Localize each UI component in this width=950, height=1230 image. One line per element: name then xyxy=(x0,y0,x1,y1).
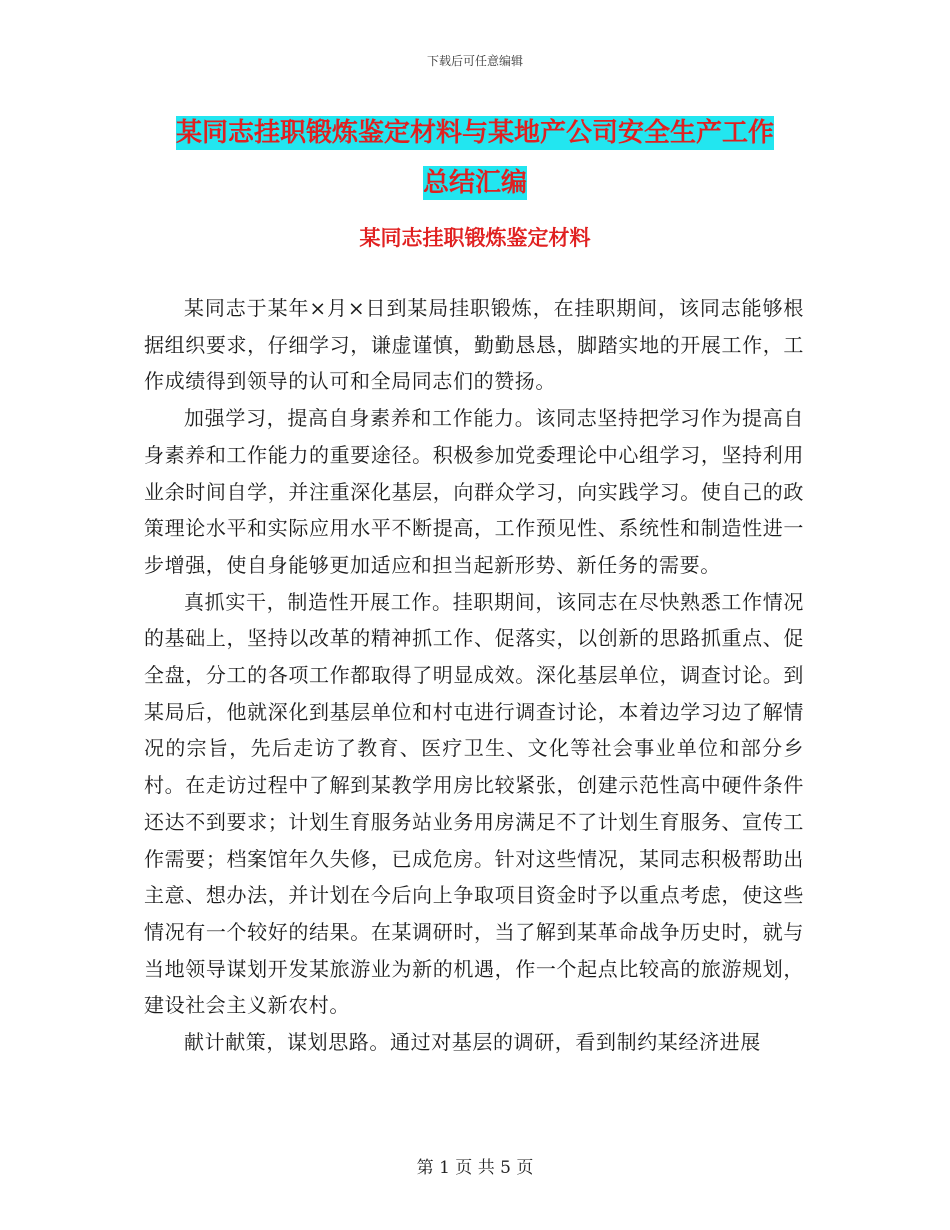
page-number-footer: 第 1 页 共 5 页 xyxy=(416,1158,534,1178)
paragraph-3: 真抓实干，制造性开展工作。挂职期间，该同志在尽快熟悉工作情况的基础上，坚持以改革的精神抓工作、促落实，以创新的思路抓重点、促全盘，分工的各项工作都取得了明显成效。深化基层单位，调查讨论。到某局后，他就深化到基层单位和村屯进行调查讨论，本着边学习边了解情况的宗旨，先后走访了教育、医疗卫生、文化等社会事业单位和部分乡村。在走访过程中了解到某教学用房比较紧张，创建示范性高中硬件条件还达不到要求；计划生育服务站业务用房满足不了计划生育服务、宣传工作需要；档案馆年久失修，已成危房。针对这些情况，某同志积极帮助出主意、想办法，并计划在今后向上争取项目资金时予以重点考虑，使这些情况有一个较好的结果。在某调研时，当了解到某革命战争历史时，就与当地领导谋划开发某旅游业为新的机遇，作一个起点比较高的旅游规划，建设社会主义新农村。 xyxy=(144,589,804,1018)
section-heading: 某同志挂职锻炼鉴定材料 xyxy=(359,226,591,250)
document-body xyxy=(144,290,804,1061)
paragraph-4: 献计献策，谋划思路。通过对基层的调研，看到制约某经济进展 xyxy=(184,1030,761,1055)
paragraph-1: 某同志于某年×月×日到某局挂职锻炼，在挂职期间，该同志能够根据组织要求，仔细学习，谦虚谨慎，勤勤恳恳，脚踏实地的开展工作，工作成绩得到领导的认可和全局同志们的赞扬。 xyxy=(144,296,804,394)
page-header-note: 下载后可任意编辑 xyxy=(426,54,523,68)
document-title-line2: 总结汇编 xyxy=(422,168,527,198)
document-title-line1: 某同志挂职锻炼鉴定材料与某地产公司安全生产工作 xyxy=(175,118,774,148)
paragraph-2: 加强学习，提高自身素养和工作能力。该同志坚持把学习作为提高自身素养和工作能力的重要途径。积极参加党委理论中心组学习，坚持利用业余时间自学，并注重深化基层，向群众学习，向实践学习。使自己的政策理论水平和实际应用水平不断提高，工作预见性、系统性和制造性进一步增强，使自身能够更加适应和担当起新形势、新任务的需要。 xyxy=(144,406,804,577)
document-title xyxy=(0,108,950,208)
